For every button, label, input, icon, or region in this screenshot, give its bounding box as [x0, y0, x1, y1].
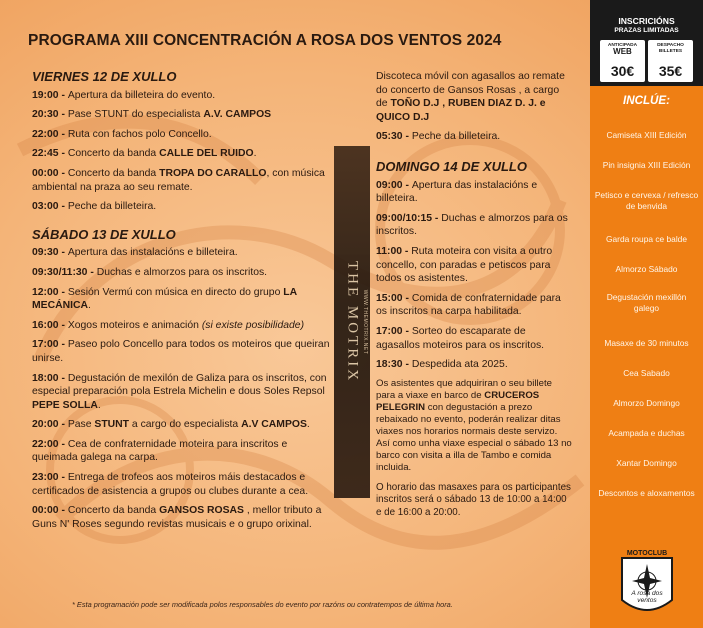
highlight-text: TOÑO D.J , RUBEN DIAZ D. J. e QUICO D.J [376, 98, 546, 123]
schedule-middle-column [376, 70, 572, 525]
event-text: Duchas e almorzos para os inscritos. [96, 266, 268, 278]
event-time: 09:00 - [376, 179, 412, 191]
event-time: 09:00/10:15 - [376, 212, 442, 224]
event-time: 20:00 - [32, 419, 68, 431]
event-text: Ruta con fachos polo Concello. [67, 128, 212, 140]
event-time: 22:00 - [32, 128, 68, 140]
event-text: Peche da billeteira. [67, 201, 157, 213]
highlight-text: A.V CAMPOS [241, 419, 307, 431]
includes-item: Masaxe de 30 minutos [604, 338, 689, 348]
schedule-event [376, 212, 572, 239]
highlight-text: LA MECÁNICA [32, 286, 297, 312]
schedule-event [32, 372, 332, 413]
watermark-text: THE MOTRIX [344, 260, 361, 384]
includes-item: Garda roupa ce balde [605, 234, 687, 244]
cruise-note [376, 378, 572, 474]
schedule-event [376, 245, 572, 286]
event-text: a cargo do especialista [129, 419, 242, 431]
event-text: , mellor tributo a Guns N' Roses segundo revistas musicais e o grupo orixinal. [32, 505, 322, 530]
event-time: 23:00 - [32, 472, 68, 484]
event-text: Concerto da banda [67, 167, 160, 179]
watermark-banner [334, 146, 370, 498]
event-text: Concerto da banda [67, 148, 160, 160]
price-label: ANTICIPADA [607, 43, 638, 48]
event-text: Entrega de trofeos aos moteiros máis destacados e certificados de asistencia a grupos ou clubes durante a cea. [32, 472, 309, 497]
page-title: PROGRAMA XIII CONCENTRACIÓN A ROSA DOS VENTOS 2024 [28, 32, 502, 49]
schedule-event [32, 200, 332, 214]
day-block [32, 70, 332, 214]
includes-item: Petisco e cervexa / refresco de benvida [594, 190, 699, 211]
includes-item: Almorzo Sábado [615, 264, 678, 274]
massage-note: O horario das masaxes para os participantes inscritos será o sábado 13 de 10:00 a 14:00 e de 16:00 a 20:00. [376, 481, 571, 518]
price-label: WEB [613, 47, 632, 56]
includes-item: Pin insignia XIII Edición [602, 160, 691, 170]
registration-box [590, 0, 703, 86]
event-text: , con música ambiental na praza ao seu remate. [32, 167, 325, 193]
event-text: Apertura da billeteira do evento. [67, 89, 216, 101]
event-text: Despedida ata 2025. [411, 359, 508, 371]
event-text: Peche da billeteira. [411, 131, 501, 143]
schedule-event [32, 246, 332, 260]
event-time: 05:30 - [376, 131, 412, 143]
event-time: 09:30 - [32, 247, 68, 259]
highlight-text: STUNT [94, 419, 130, 431]
day-heading: SÁBADO 13 DE XULLO [32, 226, 176, 242]
italic-text: (si existe posibilidade) [201, 319, 305, 331]
event-text: Cea de confraternidade moteira para inscritos e queimada galega na carpa. [32, 438, 288, 464]
schedule-event [32, 108, 332, 122]
event-time: 09:30/11:30 - [32, 266, 97, 278]
event-text: Paseo polo Concello para todos os moteiros que queiran unirse. [32, 339, 330, 364]
schedule-event [32, 128, 332, 142]
event-text: Duchas e almorzos para os inscritos. [376, 212, 568, 238]
schedule-event [32, 167, 332, 194]
event-time: 16:00 - [32, 319, 68, 331]
event-time: 00:00 - [32, 167, 68, 179]
includes-item: Almorzo Domingo [613, 398, 680, 408]
schedule-event [376, 130, 572, 144]
footnote: * Esta programación pode ser modificada polos responsables do evento por razóns ou contratempos de última hora. [72, 600, 453, 609]
event-time: 00:00 - [32, 505, 68, 517]
event-text: Concerto da banda [67, 505, 160, 517]
includes-item: Cea Sabado [623, 368, 670, 378]
highlight-text: TROPA DO CARALLO [159, 167, 267, 179]
schedule-event [32, 504, 332, 531]
registration-title: INSCRICIÓNS [618, 16, 675, 26]
event-time: 12:00 - [32, 286, 68, 298]
schedule-event [32, 89, 332, 103]
event-text: . [88, 300, 91, 312]
schedule-event [32, 147, 332, 161]
watermark-url: WWW.THEMOTRIX.NET [362, 289, 368, 355]
schedule-event [32, 266, 332, 280]
event-time: 19:00 - [32, 89, 68, 101]
price-value: 30€ [610, 63, 635, 79]
includes-title: INCLÚE: [622, 94, 670, 107]
event-time: 20:30 - [32, 109, 68, 121]
day-heading: VIERNES 12 DE XULLO [32, 69, 177, 84]
event-time: 22:00 - [32, 438, 68, 450]
includes-item: Xantar Domingo [616, 458, 677, 468]
price-label: DESPACHO [657, 43, 684, 48]
highlight-text: CALLE DEL RUIDO [159, 148, 254, 160]
highlight-text: CRUCEROS PELEGRIN [376, 389, 540, 413]
price-value: 35€ [658, 63, 683, 79]
event-time: 03:00 - [32, 201, 68, 213]
schedule-event [376, 325, 572, 352]
event-text: Sesión Vermú con música en directo do grupo [67, 286, 284, 298]
event-text: . [306, 419, 310, 431]
pricing-sidebar [590, 0, 703, 628]
schedule-event [32, 338, 332, 365]
schedule-event [32, 286, 332, 313]
event-text: . [97, 399, 101, 411]
schedule-event [376, 292, 572, 319]
highlight-text: GANSOS ROSAS [159, 505, 244, 517]
schedule-event [376, 179, 572, 206]
schedule-event [32, 319, 332, 333]
event-text: con degustación a prezo rebaixado no evento, poderán realizar ditas viaxes nos horarios normais deste servizo. Así como unha viaxe especial o sábado 13 no barco con visita a illa de Tambo e comida incluida. [376, 401, 572, 473]
price-label: BILLETES [658, 49, 683, 54]
event-text: Xogos moteiros e animación [67, 319, 202, 331]
event-time: 22:45 - [32, 148, 68, 160]
event-time: 18:30 - [376, 359, 412, 371]
highlight-text: A.V. CAMPOS [203, 109, 272, 121]
includes-item: Degustación mexillón galego [606, 292, 687, 313]
event-time: 17:00 - [376, 325, 412, 337]
event-text: Pase STUNT do especialista [67, 109, 204, 121]
event-text: Sorteo do escaparate de agasallos moteiros para os inscritos. [376, 325, 545, 351]
event-text: Discoteca móvil con agasallos ao remate do concerto de Gansos Rosas , a cargo de [376, 71, 565, 110]
motoclub-logo [618, 548, 676, 620]
schedule-event [376, 358, 572, 372]
event-text: Ruta moteira con visita a outro concello, con paradas e petiscos para todos os asistentes. [376, 245, 553, 285]
event-time: 11:00 - [376, 245, 412, 257]
event-time: 18:00 - [32, 372, 68, 384]
event-text: Apertura das instalacións e billeteira. [376, 179, 538, 205]
event-text: Degustación de mexilón de Galiza para os inscritos, con especial preparación pola Estrela Michelin e dous Soles Repsol [32, 372, 327, 398]
schedule-event [32, 418, 332, 432]
schedule-left-column [32, 70, 332, 537]
event-text: Os asistentes que adquiriran o seu billete para a viaxe en barco de [376, 377, 552, 401]
event-time: 15:00 - [376, 292, 412, 304]
includes-item: Camiseta XIII Edición [606, 130, 687, 140]
event-text: Apertura das instalacións e billeteira. [67, 247, 238, 259]
event-text: Comida de confraternidade para os inscritos na carpa habilitada. [376, 292, 561, 318]
event-text: . [253, 148, 257, 160]
event-text: Pase [67, 419, 95, 431]
event-time: 17:00 - [32, 339, 68, 351]
compass-rose-icon [618, 548, 676, 620]
club-subtitle: A rosa dos ventos [631, 590, 663, 604]
price-card-web [600, 40, 645, 82]
club-name: MOTOCLUB [626, 550, 668, 557]
highlight-text: PEPE SOLLA [32, 399, 98, 411]
schedule-event [32, 471, 332, 498]
registration-subtitle: PRAZAS LIMITADAS [614, 27, 679, 34]
day-heading: DOMINGO 14 DE XULLO [376, 158, 527, 174]
disco-intro [376, 70, 572, 124]
day-block-sunday [376, 160, 572, 372]
day-block [32, 228, 332, 532]
includes-item: Descontos e aloxamentos [598, 488, 695, 498]
includes-item: Acampada e duchas [608, 428, 685, 438]
price-card-desk [648, 40, 693, 82]
schedule-event [32, 438, 332, 465]
